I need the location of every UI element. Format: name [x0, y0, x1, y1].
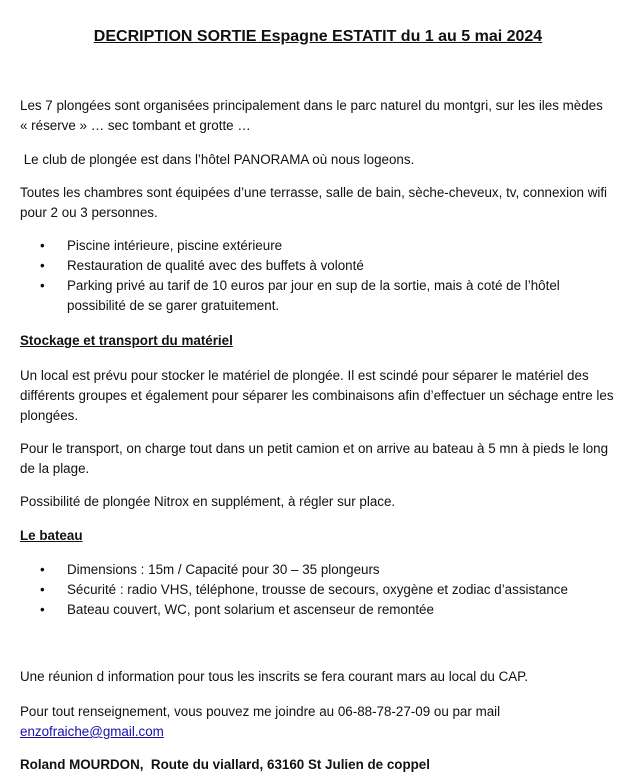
intro-line: Les 7 plongées sont organisées principalement dans le parc naturel du montgri, sur les iles mèdes — [20, 98, 603, 113]
bullet-icon: • — [40, 582, 45, 597]
intro-line: pour 2 ou 3 personnes. — [20, 205, 158, 220]
intro-line: Le club de plongée est dans l’hôtel PANORAMA où nous logeons. — [20, 152, 415, 167]
list-item-text: Parking privé au tarif de 10 euros par jour en sup de la sortie, mais à coté de l’hôtel — [67, 278, 560, 293]
list-item — [20, 256, 616, 276]
stockage-line: différents groupes et également pour séparer les combinaisons afin d’effectuer un séchage entre les — [20, 388, 614, 403]
hotel-amenities-list — [20, 236, 616, 316]
list-item-text: Sécurité : radio VHS, téléphone, trousse de secours, oxygène et zodiac d’assistance — [67, 582, 568, 597]
page-title: DECRIPTION SORTIE Espagne ESTATIT du 1 au 5 mai 2024 — [93, 28, 543, 45]
stockage-paragraph-local — [20, 366, 616, 426]
closing-line: Pour tout renseignement, vous pouvez me joindre au 06-88-78-27-09 ou par mail — [20, 704, 501, 719]
bullet-icon: • — [40, 562, 45, 577]
list-item — [20, 560, 616, 580]
closing-contact — [20, 702, 616, 742]
list-item-text: Restauration de qualité avec des buffets à volonté — [67, 258, 364, 273]
email-link[interactable]: enzofraiche@gmail.com — [20, 724, 164, 739]
bullet-icon: • — [40, 602, 45, 617]
list-item — [20, 580, 616, 600]
list-item-text: Dimensions : 15m / Capacité pour 30 – 35 plongeurs — [67, 562, 380, 577]
boat-features-list — [20, 560, 616, 620]
bullet-icon: • — [40, 238, 45, 253]
stockage-paragraph-nitrox — [20, 492, 616, 512]
list-item — [20, 276, 616, 316]
closing-line: Une réunion d information pour tous les inscrits se fera courant mars au local du CAP. — [20, 669, 529, 684]
stockage-line: Pour le transport, on charge tout dans un petit camion et on arrive au bateau à 5 mn à pieds le long — [20, 441, 609, 456]
section-heading-bateau — [20, 526, 616, 546]
closing-signature — [20, 755, 616, 775]
list-item-text: Bateau couvert, WC, pont solarium et ascenseur de remontée — [67, 602, 434, 617]
list-item — [20, 236, 616, 256]
intro-paragraph-club — [20, 150, 616, 170]
stockage-line: Un local est prévu pour stocker le matériel de plongée. Il est scindé pour séparer le matériel des — [20, 368, 589, 383]
intro-paragraph-rooms — [20, 183, 616, 223]
intro-line: « réserve » … sec tombant et grotte … — [20, 118, 251, 133]
section-heading: Le bateau — [20, 528, 83, 543]
stockage-line: de la plage. — [20, 461, 90, 476]
section-heading-stockage — [20, 331, 616, 351]
intro-paragraph-dives — [20, 96, 616, 136]
bullet-icon: • — [40, 258, 45, 273]
stockage-line: Possibilité de plongée Nitrox en supplément, à régler sur place. — [20, 494, 396, 509]
bullet-icon: • — [40, 278, 45, 293]
stockage-paragraph-transport — [20, 439, 616, 479]
stockage-line: plongées. — [20, 408, 79, 423]
list-item-text: possibilité de se garer gratuitement. — [67, 298, 280, 313]
intro-line: Toutes les chambres sont équipées d’une terrasse, salle de bain, sèche-cheveux, tv, connexion wifi — [20, 185, 608, 200]
list-item-text: Piscine intérieure, piscine extérieure — [67, 238, 283, 253]
section-heading: Stockage et transport du matériel — [20, 333, 233, 348]
closing-reunion — [20, 667, 616, 687]
signature: Roland MOURDON, Route du viallard, 63160 St Julien de coppel — [20, 757, 430, 772]
list-item — [20, 600, 616, 620]
